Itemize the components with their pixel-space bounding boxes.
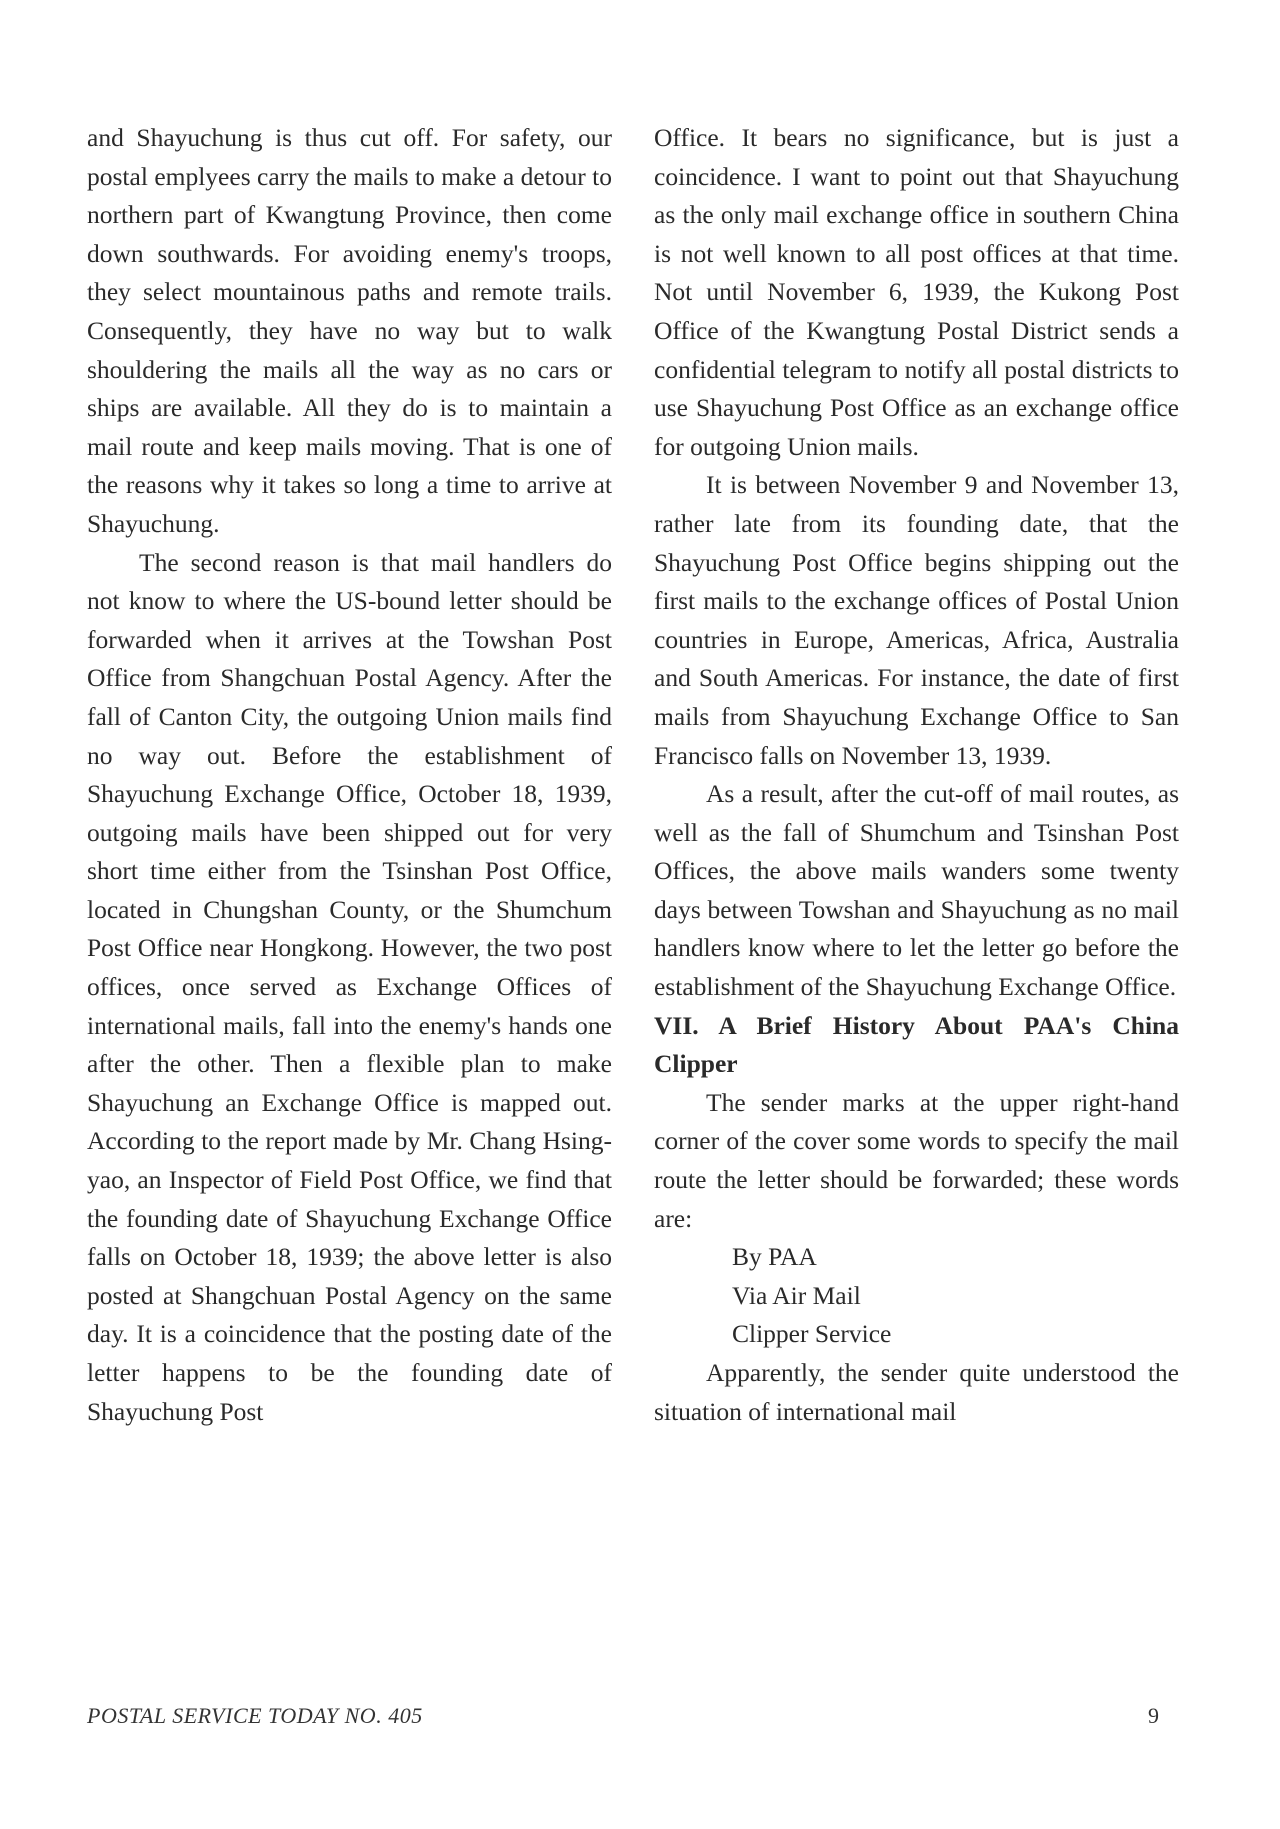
right-column <box>654 119 1179 1431</box>
paragraph: Office. It bears no significance, but is just a coincidence. I want to point out that Shayuchung as the only mail exchange office in southern China is not well known to all post offices at that time. Not until November 6, 1939, the Kukong Post Office of the Kwangtung Postal District sends a confidential telegram to notify all postal districts to use Shayuchung Post Office as an exchange office for outgoing Union mails. <box>654 123 1179 461</box>
mail-route-list <box>654 1238 1179 1354</box>
paragraph: The sender marks at the upper right-hand corner of the cover some words to specify the mail route the letter should be forwarded; these words are: <box>654 1087 1179 1233</box>
paragraph: As a result, after the cut-off of mail routes, as well as the fall of Shumchum and Tsinshan Post Offices, the above mails wanders some twenty days between Towshan and Shayuchung as no mail handlers know where to let the letter go before the establishment of the Shayuchung Exchange Office. <box>654 779 1179 1002</box>
footer-publication: POSTAL SERVICE TODAY NO. 405 <box>87 1703 423 1728</box>
page-number: 9 <box>1148 1703 1159 1728</box>
route-line: Clipper Service <box>732 1319 892 1349</box>
route-line: By PAA <box>732 1242 817 1272</box>
paragraph: Apparently, the sender quite understood the situation of international mail <box>654 1358 1179 1426</box>
section-heading: VII. A Brief History About PAA's China Clipper <box>654 1010 1179 1079</box>
left-column <box>87 119 612 1431</box>
route-line: Via Air Mail <box>732 1280 861 1310</box>
paragraph: It is between November 9 and November 13, rather late from its founding date, that the Shayuchung Post Office begins shipping out the first mails to the exchange offices of Postal Union countries in Europe, Americas, Africa, Australia and South Americas. For instance, the date of first mails from Shayuchung Exchange Office to San Francisco falls on November 13, 1939. <box>654 470 1179 770</box>
paragraph: The second reason is that mail handlers do not know to where the US-bound letter should be forwarded when it arrives at the Towshan Post Office from Shangchuan Postal Agency. After the fall of Canton City, the outgoing Union mails find no way out. Before the establishment of Shayuchung Exchange Office, October 18, 1939, outgoing mails have been shipped out for very short time either from the Tsinshan Post Office, located in Chungshan County, or the Shumchum Post Office near Hongkong. However, the two post offices, once served as Exchange Offices of international mails, fall into the enemy's hands one after the other. Then a flexible plan to make Shayuchung an Exchange Office is mapped out. According to the report made by Mr. Chang Hsing-yao, an Inspector of Field Post Office, we find that the founding date of Shayuchung Exchange Office falls on October 18, 1939; the above letter is also posted at Shangchuan Postal Agency on the same day. It is a coincidence that the posting date of the letter happens to be the founding date of Shayuchung Post <box>87 547 612 1426</box>
paragraph: and Shayuchung is thus cut off. For safety, our postal emplyees carry the mails to make a detour to northern part of Kwangtung Province, then come down southwards. For avoiding enemy's troops, they select mountainous paths and remote trails. Consequently, they have no way but to walk shouldering the mails all the way as no cars or ships are available. All they do is to maintain a mail route and keep mails moving. That is one of the reasons why it takes so long a time to arrive at Shayuchung. <box>87 123 612 538</box>
